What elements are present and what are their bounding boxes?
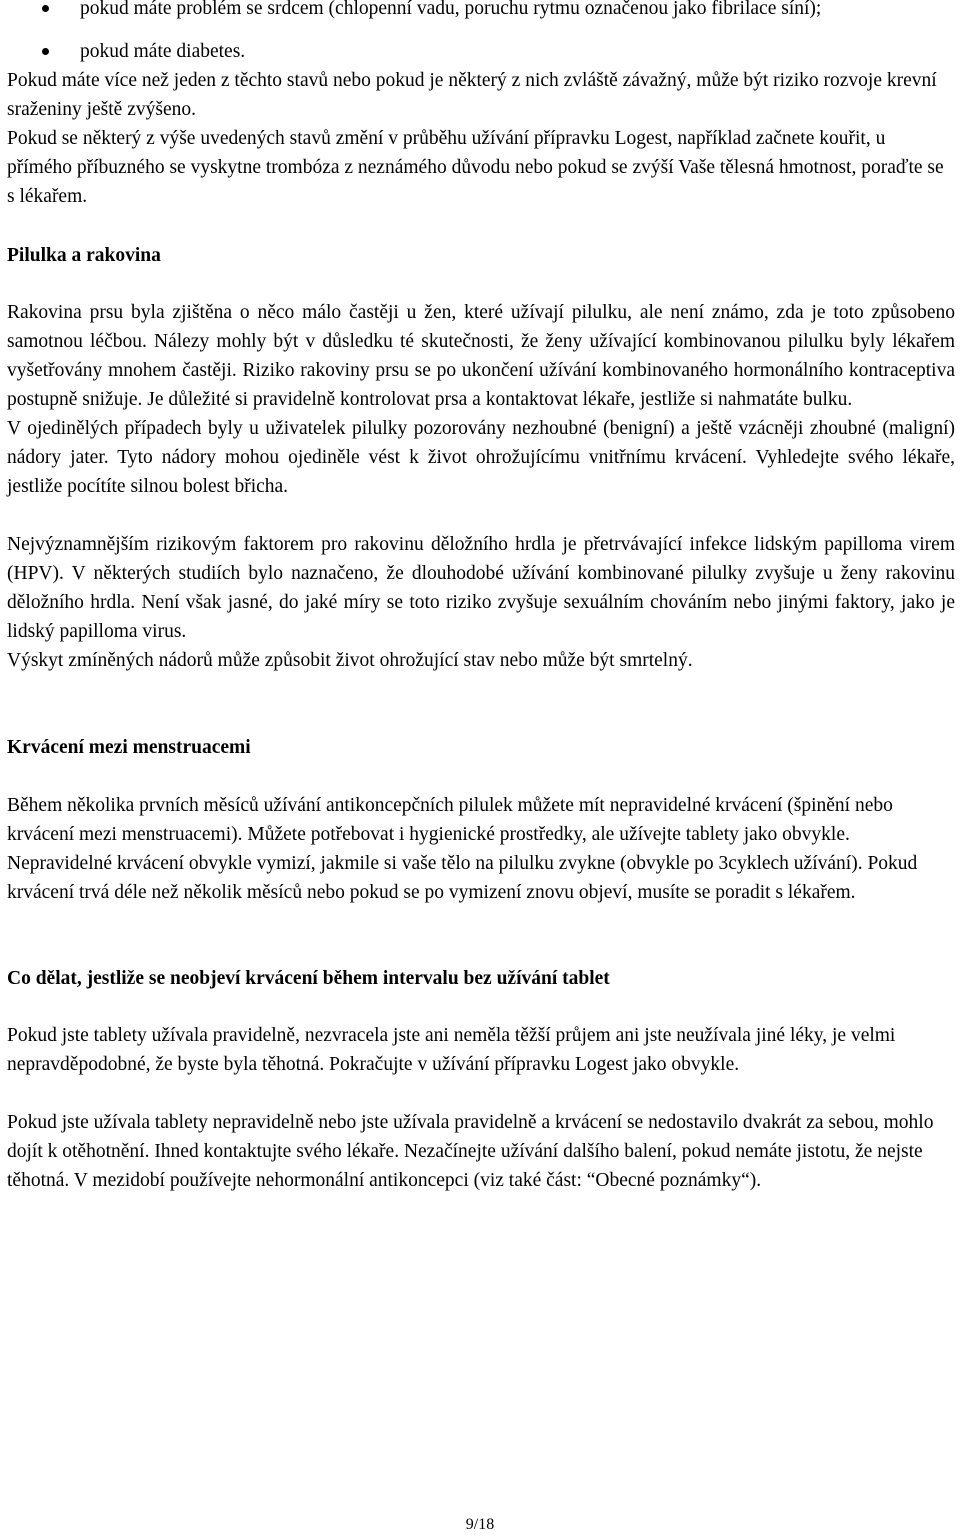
paragraph-tumor-danger: Výskyt zmíněných nádorů může způsobit život ohrožující stav nebo může být smrtelný.	[7, 650, 693, 671]
heading-missed-bleeding: Co dělat, jestliže se neobjeví krvácení během intervalu bez užívání tablet	[7, 968, 610, 989]
paragraph-irregular-use: Pokud jste užívala tablety nepravidelně nebo jste užívala pravidelně a krvácení se nedostavilo dvakrát za sebou, mohlo dojít k otěhotnění. Ihned kontaktujte svého lékaře. Nezačínejte užívání dalšího balení, pokud nemáte jistotu, že nejste těhotná. V mezidobí používejte nehormonální antikoncepci (viz také část: “Obecné poznámky“).	[7, 1112, 934, 1191]
heading-pill-and-cancer: Pilulka a rakovina	[7, 245, 161, 266]
bullet-icon	[42, 48, 49, 55]
paragraph-liver-tumors: V ojedinělých případech byly u uživatelek pilulky pozorovány nezhoubné (benigní) a ještě vzácněji zhoubné (maligní) nádory jater. Tyto nádory mohou ojediněle vést k život ohrožujícímu vnitřnímu krvácení. Vyhledejte svého lékaře, jestliže pocítíte silnou bolest břicha.	[7, 418, 955, 497]
page-number: 9/18	[465, 1516, 495, 1533]
document-page	[7, 0, 955, 1195]
paragraph-breast-cancer: Rakovina prsu byla zjištěna o něco málo častěji u žen, které užívají pilulku, ale není známo, zda je toto způsobeno samotnou léčbou. Nálezy mohly být v důsledku té skutečnosti, že ženy užívající kombinovanou pilulku byly lékařem vyšetřovány mnohem častěji. Riziko rakoviny prsu se po ukončení užívání kombinovaného hormonálního kontraceptiva postupně snižuje. Je důležité si pravidelně kontrolovat prsa a kontaktovat lékaře, jestliže si nahmatáte bulku.	[7, 302, 955, 410]
risk-list	[7, 0, 955, 66]
list-item	[7, 37, 955, 66]
heading-breakthrough-bleeding: Krvácení mezi menstruacemi	[7, 737, 251, 758]
paragraph-multiple-risks: Pokud máte více než jeden z těchto stavů nebo pokud je některý z nich zvláště závažný, může být riziko rozvoje krevní sraženiny ještě zvýšeno.	[7, 70, 937, 120]
paragraph-irregular-bleeding: Během několika prvních měsíců užívání antikoncepčních pilulek můžete mít nepravidelné krvácení (špinění nebo krvácení mezi menstruacemi). Můžete potřebovat i hygienické prostředky, ale užívejte tablety jako obvykle. Nepravidelné krvácení obvykle vymizí, jakmile si vaše tělo na pilulku zvykne (obvykle po 3cyklech užívání). Pokud krvácení trvá déle než několik měsíců nebo pokud se po vymizení znovu objeví, musíte se poradit s lékařem.	[7, 795, 918, 903]
list-item-text: pokud máte diabetes.	[80, 41, 246, 62]
bullet-icon	[42, 5, 49, 12]
list-item	[7, 0, 955, 23]
paragraph-cervical-cancer: Nejvýznamnějším rizikovým faktorem pro rakovinu děložního hrdla je přetrvávající infekce lidským papilloma virem (HPV). V některých studiích bylo naznačeno, že dlouhodobé užívání kombinované pilulky zvyšuje u ženy rakovinu děložního hrdla. Není však jasné, do jaké míry se toto riziko zvyšuje sexuálním chováním nebo jinými faktory, jako je lidský papilloma virus.	[7, 534, 955, 642]
paragraph-regular-use: Pokud jste tablety užívala pravidelně, nezvracela jste ani neměla těžší průjem ani jste neužívala jiné léky, je velmi nepravděpodobné, že byste byla těhotná. Pokračujte v užívání přípravku Logest jako obvykle.	[7, 1025, 896, 1075]
paragraph-risk-changes: Pokud se některý z výše uvedených stavů změní v průběhu užívání přípravku Logest, například začnete kouřit, u přímého příbuzného se vyskytne trombóza z neznámého důvodu nebo pokud se zvýší Vaše tělesná hmotnost, poraďte se s lékařem.	[7, 128, 944, 207]
list-item-text: pokud máte problém se srdcem (chlopenní vadu, poruchu rytmu označenou jako fibrilace síní);	[80, 0, 822, 19]
